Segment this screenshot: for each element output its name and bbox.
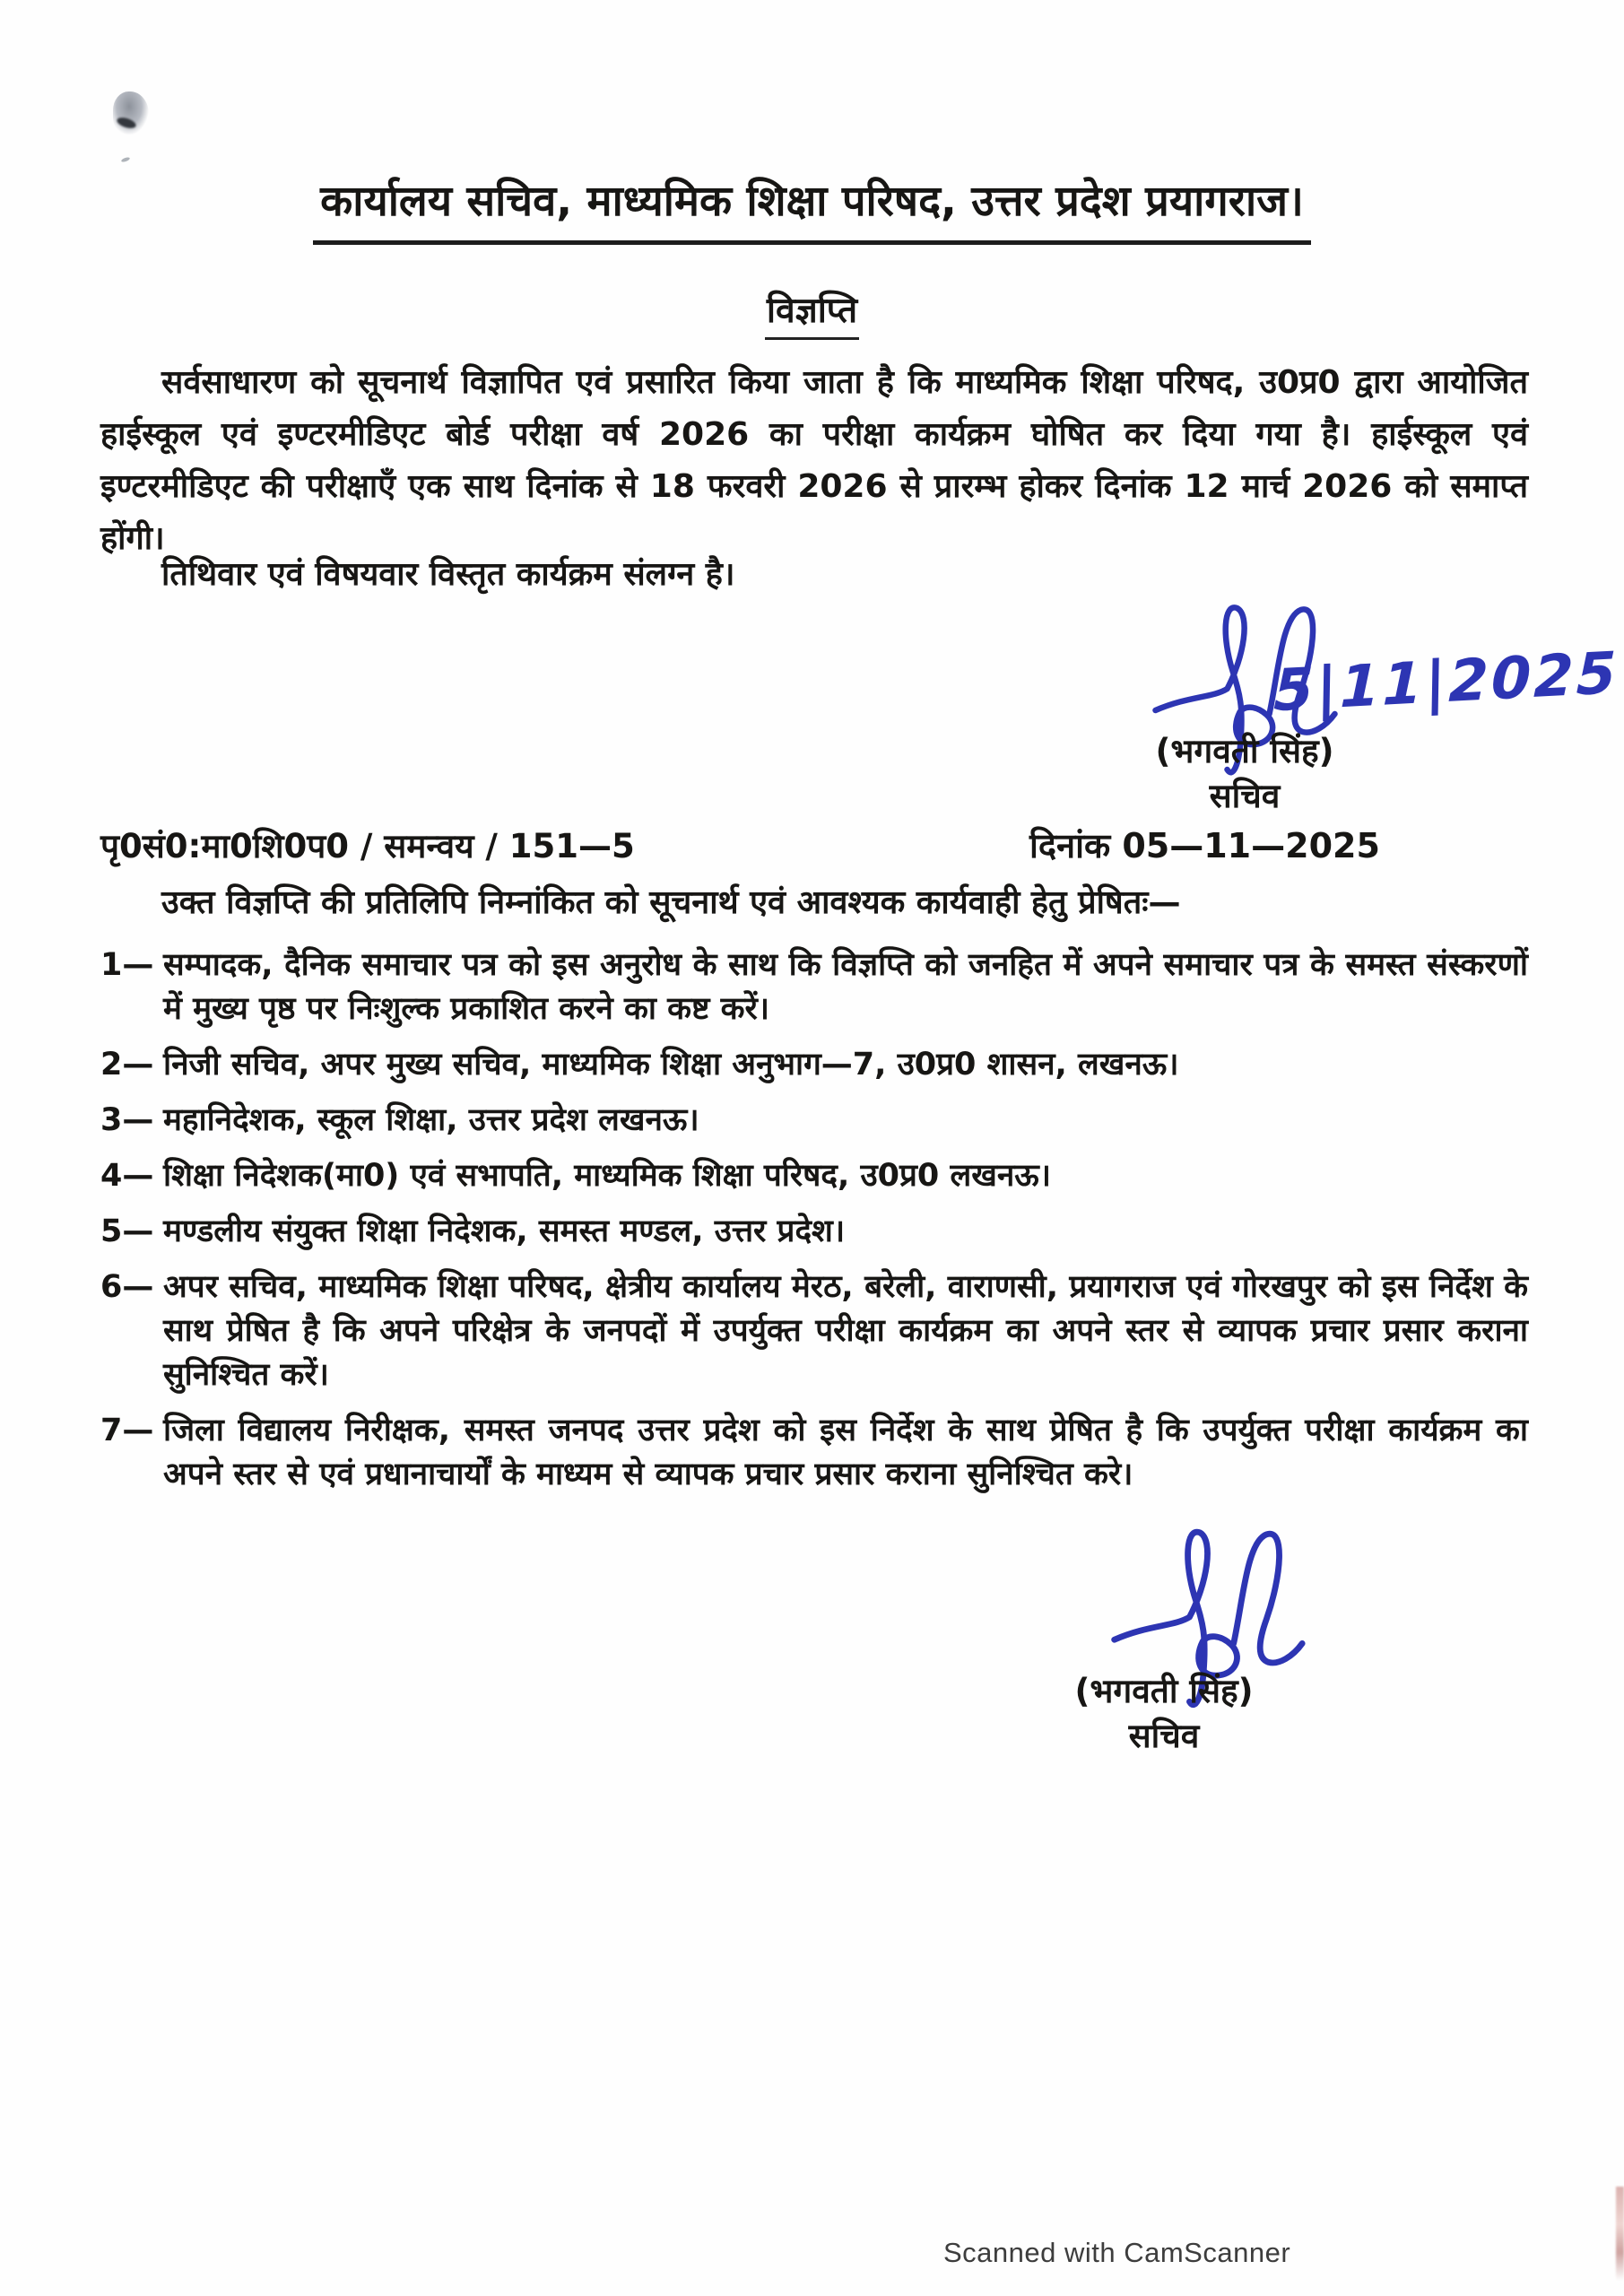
signatory-designation-top: सचिव — [1209, 777, 1281, 815]
item-text: निजी सचिव, अपर मुख्य सचिव, माध्यमिक शिक्षा अनुभाग—7, उ0प्र0 शासन, लखनऊ। — [163, 1047, 1179, 1083]
item-number: 3— — [100, 1102, 154, 1138]
item-number: 5— — [100, 1213, 154, 1249]
handwritten-date: 5|11|2025 — [1272, 639, 1620, 726]
item-number: 4— — [100, 1158, 154, 1194]
letterhead — [0, 170, 1624, 245]
ink-speck — [121, 156, 131, 162]
item-number: 2— — [100, 1047, 154, 1083]
dispatch-date: दिनांक 05—11—2025 — [1029, 826, 1380, 865]
item-number: 1— — [100, 947, 154, 983]
distribution-item-4 — [100, 1154, 1528, 1198]
notice-heading-text: विज्ञप्ति — [765, 285, 859, 340]
signatory-name-bottom: (भगवती सिंह) — [1074, 1672, 1254, 1710]
distribution-item-5 — [100, 1210, 1528, 1254]
notice-paragraph: सर्वसाधारण को सूचनार्थ विज्ञापित एवं प्रसारित किया जाता है कि माध्यमिक शिक्षा परिषद, उ0प्र0 द्वारा आयोजित हाईस्कूल एवं इण्टरमीडिएट बोर्ड परीक्षा वर्ष 2026 का परीक्षा कार्यक्रम घोषित कर दिया गया है। हाईस्कूल एवं इण्टरमीडिएट की परीक्षाएँ एक साथ दिनांक से 18 फरवरी 2026 से प्रारम्भ होकर दिनांक 12 मार्च 2026 को समाप्त होंगी। — [100, 364, 1528, 557]
distribution-item-3 — [100, 1099, 1528, 1143]
item-text: शिक्षा निदेशक(मा0) एवं सभापति, माध्यमिक शिक्षा परिषद, उ0प्र0 लखनऊ। — [163, 1158, 1051, 1194]
distribution-heading: उक्त विज्ञप्ति की प्रतिलिपि निम्नांकित को सूचनार्थ एवं आवश्यक कार्यवाही हेतु प्रेषितः— — [161, 884, 1181, 921]
item-text: सम्पादक, दैनिक समाचार पत्र को इस अनुरोध के साथ कि विज्ञप्ति को जनहित में अपने समाचार पत्र के समस्त संस्करणों में मुख्य पृष्ठ पर निःशुल्क प्रकाशित करने का कष्ट करें। — [163, 947, 1528, 1027]
signatory-name-top: (भगवती सिंह) — [1155, 732, 1334, 770]
item-text: महानिदेशक, स्कूल शिक्षा, उत्तर प्रदेश लखनऊ। — [163, 1102, 699, 1138]
distribution-list — [100, 944, 1528, 1509]
camscanner-watermark: Scanned with CamScanner — [943, 2237, 1291, 2268]
item-number: 6— — [100, 1269, 154, 1305]
distribution-item-7 — [100, 1409, 1528, 1497]
enclosure-note: तिथिवार एवं विषयवार विस्तृत कार्यक्रम संलग्न है। — [161, 556, 735, 593]
distribution-item-6 — [100, 1265, 1528, 1397]
distribution-item-2 — [100, 1043, 1528, 1087]
letterhead-title: कार्यालय सचिव, माध्यमिक शिक्षा परिषद, उत्तर प्रदेश प्रयागराज। — [313, 170, 1311, 245]
scan-edge-artifact — [1616, 2187, 1624, 2281]
reference-number: पृ0सं0:मा0शि0प0 / समन्वय / 151—5 — [100, 827, 635, 865]
notice-heading — [0, 285, 1624, 340]
distribution-item-1 — [100, 944, 1528, 1031]
item-text: अपर सचिव, माध्यमिक शिक्षा परिषद, क्षेत्रीय कार्यालय मेरठ, बरेली, वाराणसी, प्रयागराज एवं गोरखपुर को इस निर्देश के साथ प्रेषित है कि अपने परिक्षेत्र के जनपदों में उपर्युक्त परीक्षा कार्यक्रम का अपने स्तर से व्यापक प्रचार प्रसार कराना सुनिश्चित करें। — [163, 1269, 1528, 1393]
item-number: 7— — [100, 1413, 154, 1448]
item-text: मण्डलीय संयुक्त शिक्षा निदेशक, समस्त मण्डल, उत्तर प्रदेश। — [163, 1213, 846, 1249]
signatory-designation-bottom: सचिव — [1128, 1717, 1200, 1755]
item-text: जिला विद्यालय निरीक्षक, समस्त जनपद उत्तर प्रदेश को इस निर्देश के साथ प्रेषित है कि उपर्युक्त परीक्षा कार्यक्रम का अपने स्तर से एवं प्रधानाचार्यों के माध्यम से व्यापक प्रचार प्रसार कराना सुनिश्चित करे। — [163, 1413, 1528, 1492]
